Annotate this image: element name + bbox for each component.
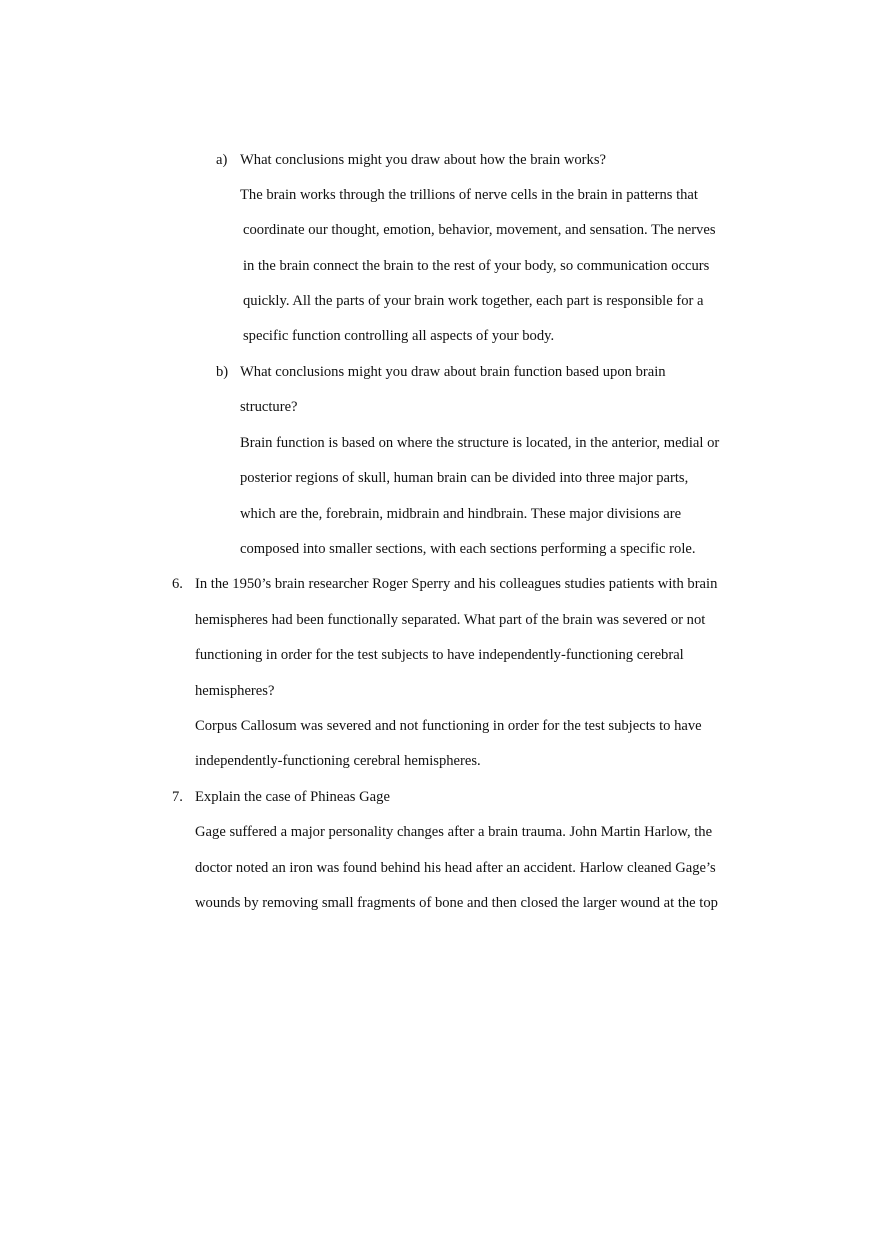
answer-6-line: independently-functioning cerebral hemispheres. <box>195 753 481 769</box>
question-6-text: functioning in order for the test subjects to have independently-functioning cerebral <box>195 647 684 663</box>
question-6-text: hemispheres? <box>195 683 275 699</box>
sub-answer-b-line: Brain function is based on where the structure is located, in the anterior, medial or <box>240 435 720 451</box>
question-6-text: In the 1950’s brain researcher Roger Sperry and his colleagues studies patients with brain <box>195 576 718 592</box>
answer-7-line: doctor noted an iron was found behind his head after an accident. Harlow cleaned Gage’s <box>195 860 716 876</box>
sub-question-b-text: structure? <box>240 399 298 415</box>
sub-question-a-text: What conclusions might you draw about how the brain works? <box>240 152 606 168</box>
sub-answer-a-line: in the brain connect the brain to the rest of your body, so communication occurs <box>243 258 710 274</box>
question-7-text: Explain the case of Phineas Gage <box>195 789 390 805</box>
sub-question-a-marker: a) <box>216 152 228 168</box>
question-6-text: hemispheres had been functionally separated. What part of the brain was severed or not <box>195 612 706 628</box>
answer-6-line: Corpus Callosum was severed and not functioning in order for the test subjects to have <box>195 718 702 734</box>
sub-answer-a-line: quickly. All the parts of your brain work together, each part is responsible for a <box>243 293 704 309</box>
sub-question-b-text: What conclusions might you draw about brain function based upon brain <box>240 364 666 380</box>
answer-7-line: Gage suffered a major personality changes after a brain trauma. John Martin Harlow, the <box>195 824 713 840</box>
sub-answer-b-line: posterior regions of skull, human brain can be divided into three major parts, <box>240 470 689 486</box>
sub-answer-a-line: The brain works through the trillions of nerve cells in the brain in patterns that <box>240 187 698 203</box>
answer-7-line: wounds by removing small fragments of bone and then closed the larger wound at the top <box>195 895 718 911</box>
sub-answer-b-line: which are the, forebrain, midbrain and hindbrain. These major divisions are <box>240 506 682 522</box>
question-6-number: 6. <box>172 576 183 592</box>
sub-question-b-marker: b) <box>216 364 229 380</box>
sub-answer-a-line: coordinate our thought, emotion, behavior, movement, and sensation. The nerves <box>243 222 716 238</box>
question-7-number: 7. <box>172 789 183 805</box>
sub-answer-a-line: specific function controlling all aspects of your body. <box>243 328 555 344</box>
sub-answer-b-line: composed into smaller sections, with each sections performing a specific role. <box>240 541 696 557</box>
